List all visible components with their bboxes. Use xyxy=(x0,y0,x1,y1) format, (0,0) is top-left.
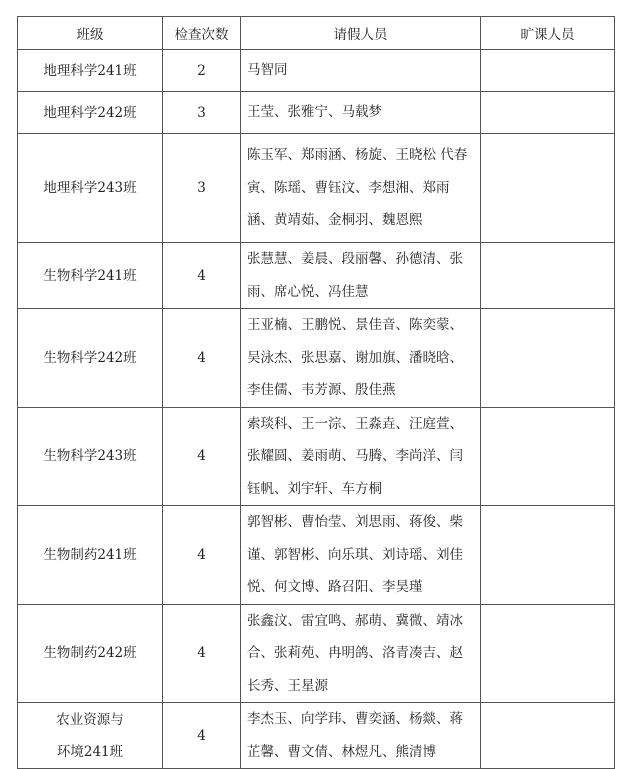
absent-cell xyxy=(481,506,615,605)
absent-cell xyxy=(481,309,615,408)
checks-cell: 4 xyxy=(163,604,241,703)
leave-cell: 张鑫汶、雷宜鸣、郝萌、冀微、靖冰合、张莉苑、冉明鸽、洛青凑吉、赵长秀、王星源 xyxy=(241,604,481,703)
table-row xyxy=(18,134,615,243)
class-cell: 地理科学242班 xyxy=(18,92,163,134)
table-row xyxy=(18,243,615,309)
header-checks: 检查次数 xyxy=(163,17,241,50)
class-cell: 生物制药242班 xyxy=(18,604,163,703)
absent-cell xyxy=(481,604,615,703)
absent-cell xyxy=(481,703,615,769)
class-cell: 地理科学241班 xyxy=(18,50,163,92)
class-cell: 地理科学243班 xyxy=(18,134,163,243)
leave-cell: 郭智彬、曹怡莹、刘思雨、蒋俊、柴谨、郭智彬、向乐琪、刘诗瑶、刘佳悦、何文博、路召阳、李昊瑾 xyxy=(241,506,481,605)
leave-cell: 陈玉军、郑雨涵、杨旋、王晓松 代春寅、陈瑶、曹钰汶、李想湘、郑雨涵、黄靖茹、金桐羽、魏恩熙 xyxy=(241,134,481,243)
checks-cell: 4 xyxy=(163,703,241,769)
header-class: 班级 xyxy=(18,17,163,50)
header-absent: 旷课人员 xyxy=(481,17,615,50)
attendance-table xyxy=(17,16,615,769)
table-row xyxy=(18,50,615,92)
absent-cell xyxy=(481,407,615,506)
header-leave: 请假人员 xyxy=(241,17,481,50)
class-cell: 生物科学243班 xyxy=(18,407,163,506)
checks-cell: 3 xyxy=(163,134,241,243)
leave-cell: 王亚楠、王鹏悦、景佳音、陈奕蒙、吴泳杰、张思嘉、谢加旗、潘晓晗、李佳儒、韦芳源、殷佳燕 xyxy=(241,309,481,408)
leave-cell: 索琰科、王一淙、王淼垚、汪庭萱、张耀圆、姜雨萌、马腾、李尚洋、闫钰帆、刘宇轩、车方桐 xyxy=(241,407,481,506)
class-cell: 生物科学241班 xyxy=(18,243,163,309)
table-row xyxy=(18,309,615,408)
class-cell: 生物科学242班 xyxy=(18,309,163,408)
checks-cell: 2 xyxy=(163,50,241,92)
table-row xyxy=(18,506,615,605)
absent-cell xyxy=(481,134,615,243)
leave-cell: 王莹、张雅宁、马载梦 xyxy=(241,92,481,134)
class-cell: 生物制药241班 xyxy=(18,506,163,605)
checks-cell: 4 xyxy=(163,506,241,605)
absent-cell xyxy=(481,92,615,134)
leave-cell: 张慧慧、姜晨、段丽馨、孙德清、张雨、席心悦、冯佳慧 xyxy=(241,243,481,309)
leave-cell: 李杰玉、向学玮、曹奕涵、杨燚、蒋芷馨、曹文倩、林煜凡、熊清博 xyxy=(241,703,481,769)
checks-cell: 4 xyxy=(163,243,241,309)
leave-cell: 马智同 xyxy=(241,50,481,92)
table-row xyxy=(18,604,615,703)
absent-cell xyxy=(481,50,615,92)
table-row xyxy=(18,407,615,506)
checks-cell: 4 xyxy=(163,309,241,408)
checks-cell: 3 xyxy=(163,92,241,134)
absent-cell xyxy=(481,243,615,309)
class-cell-text: 农业资源与环境241班 xyxy=(56,711,124,760)
header-row xyxy=(18,17,615,50)
table-row xyxy=(18,703,615,769)
class-cell xyxy=(18,703,163,769)
table-row xyxy=(18,92,615,134)
checks-cell: 4 xyxy=(163,407,241,506)
